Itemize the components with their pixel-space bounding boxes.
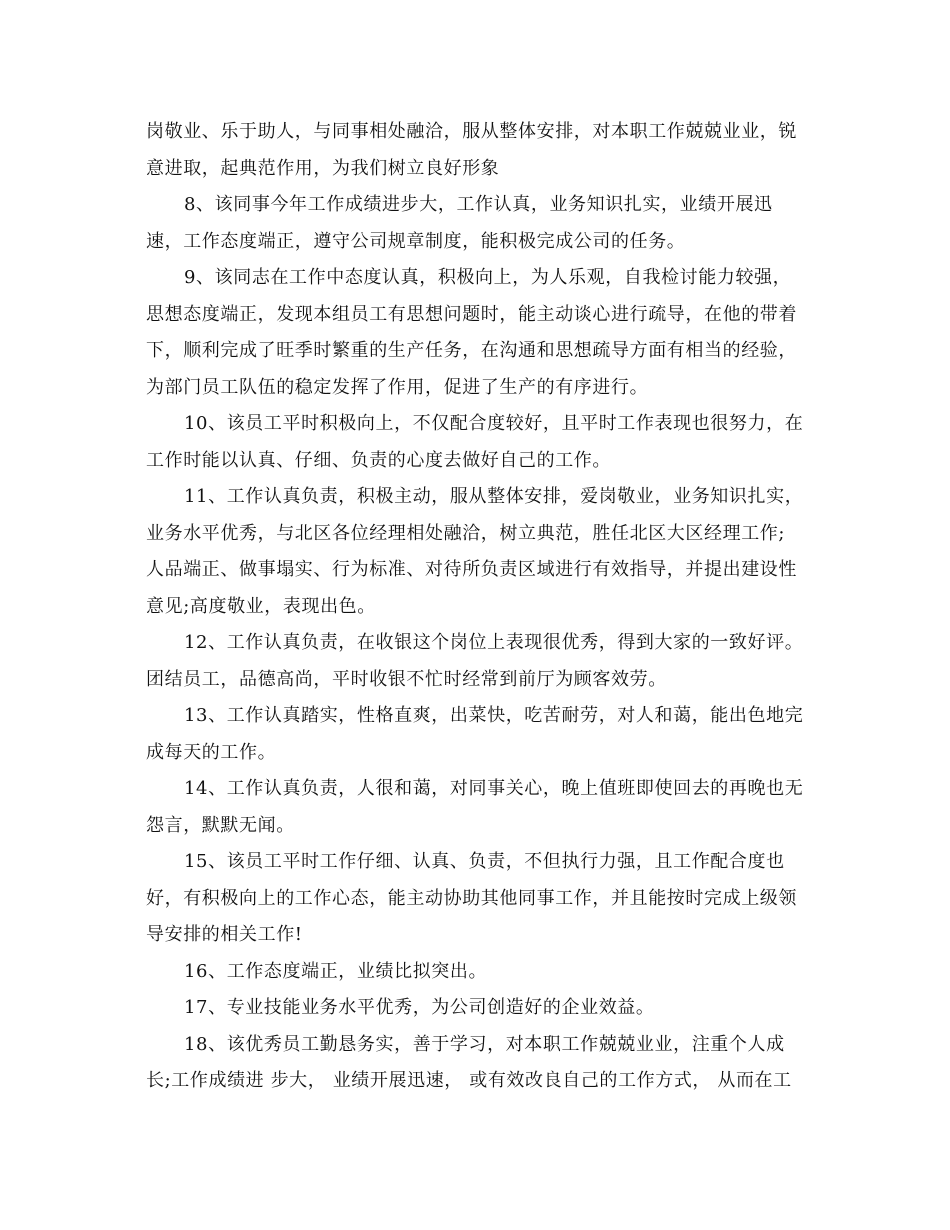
document-body bbox=[146, 114, 806, 1100]
text-line: 工作时能以认真、仔细、负责的心度去做好自己的工作。 bbox=[146, 449, 611, 471]
paragraph-9-line: 9、该同志在工作中态度认真，积极向上，为人乐观，自我检讨能力较强， bbox=[184, 267, 792, 288]
paragraph-8-line: 8、该同事今年工作成绩进步大，工作认真，业务知识扎实，业绩开展迅 bbox=[184, 194, 773, 215]
text-line: 岗敬业、乐于助人，与同事相处融洽，服从整体安排，对本职工作兢兢业业，锐 bbox=[146, 121, 797, 142]
paragraph-16-line: 16、工作态度端正，业绩比拟突出。 bbox=[184, 960, 488, 982]
paragraph-12-line: 12、工作认真负责，在收银这个岗位上表现很优秀，得到大家的一致好评。 bbox=[184, 632, 804, 653]
text-line: 怨言，默默无闻。 bbox=[146, 814, 295, 836]
text-line: 长;工作成绩进 步大， 业绩开展迅速， 或有效改良自己的工作方式， 从而在工 bbox=[146, 1070, 792, 1091]
text-line: 人品端正、做事塌实、行为标准、对待所负责区域进行有效指导，并提出建设性 bbox=[146, 559, 797, 580]
paragraph-11-line: 11、工作认真负责，积极主动，服从整体安排，爱岗敬业，业务知识扎实， bbox=[184, 486, 804, 507]
text-line: 下，顺利完成了旺季时繁重的生产任务，在沟通和思想疏导方面有相当的经验， bbox=[146, 340, 797, 361]
text-line: 导安排的相关工作! bbox=[146, 924, 303, 945]
paragraph-17-line: 17、专业技能业务水平优秀，为公司创造好的企业效益。 bbox=[184, 997, 655, 1018]
paragraph-15-line: 15、该员工平时工作仔细、认真、负责，不但执行力强，且工作配合度也 bbox=[184, 851, 785, 872]
text-line: 思想态度端正，发现本组员工有思想问题时，能主动谈心进行疏导，在他的带着 bbox=[146, 303, 797, 325]
text-line: 团结员工，品德高尚，平时收银不忙时经常到前厅为顾客效劳。 bbox=[146, 668, 667, 690]
text-line: 成每天的工作。 bbox=[146, 741, 277, 763]
text-line: 意见;高度敬业，表现出色。 bbox=[146, 595, 376, 617]
text-line: 意进取，起典范作用，为我们树立良好形象 bbox=[146, 157, 500, 179]
text-line: 速，工作态度端正，遵守公司规章制度，能积极完成公司的任务。 bbox=[146, 230, 686, 252]
text-line: 为部门员工队伍的稳定发挥了作用，促进了生产的有序进行。 bbox=[146, 376, 649, 398]
paragraph-14-line: 14、工作认真负责，人很和蔼，对同事关心，晚上值班即使回去的再晚也无 bbox=[184, 778, 804, 799]
text-line: 业务水平优秀，与北区各位经理相处融洽，树立典范，胜任北区大区经理工作; bbox=[146, 522, 786, 544]
paragraph-18-line: 18、该优秀员工勤恳务实，善于学习，对本职工作兢兢业业，注重个人成 bbox=[184, 1033, 785, 1055]
paragraph-10-line: 10、该员工平时积极向上，不仅配合度较好，且平时工作表现也很努力，在 bbox=[184, 413, 804, 434]
paragraph-13-line: 13、工作认真踏实，性格直爽，出菜快，吃苦耐劳，对人和蔼，能出色地完 bbox=[184, 705, 804, 726]
text-line: 好，有积极向上的工作心态，能主动协助其他同事工作，并且能按时完成上级领 bbox=[146, 887, 797, 909]
